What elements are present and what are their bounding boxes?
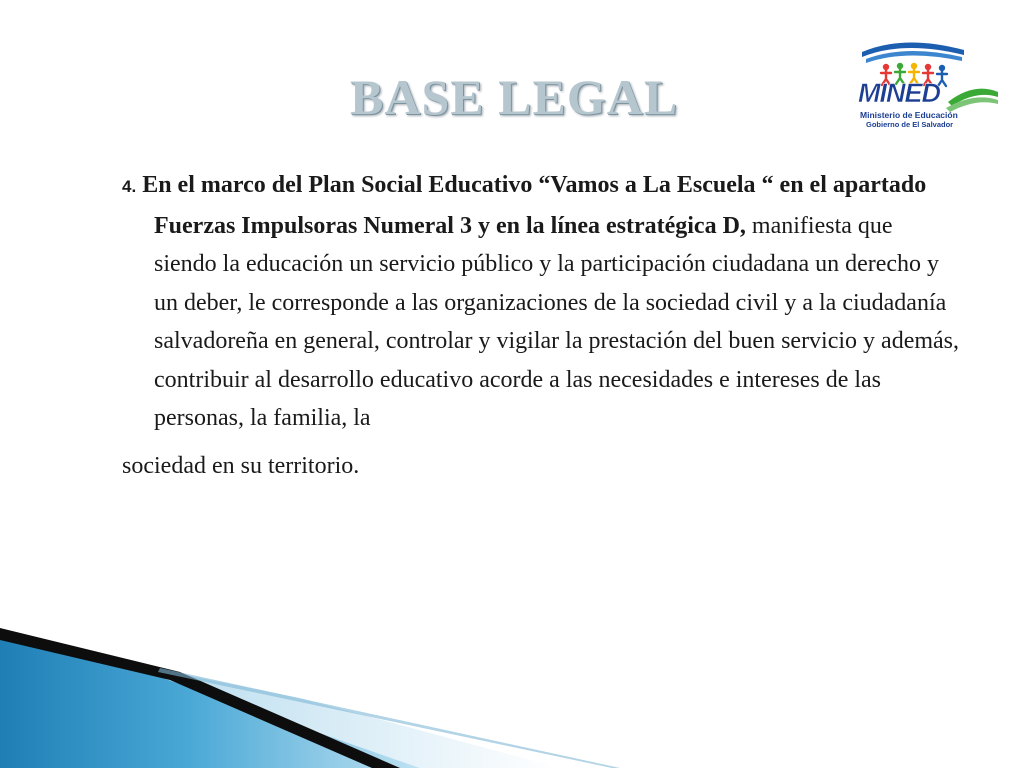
slide-title: BASE LEGAL	[350, 69, 679, 125]
body-paragraph	[122, 166, 960, 485]
logo-wordmark: MINED	[858, 78, 940, 108]
mined-logo	[852, 36, 1000, 132]
legal-item-4	[122, 166, 960, 485]
bottom-decorative-swoosh	[0, 628, 1024, 768]
item-last-line: sociedad en su territorio.	[122, 452, 360, 479]
item-bold-text: En el marco del Plan Social Educativo “Vamos a La Escuela “ en el apartado Fuerzas Impulsoras Numeral 3 y en la línea estratégica D,	[136, 172, 927, 239]
logo-subtitle-government: Gobierno de El Salvador	[866, 120, 954, 129]
item-regular-text: manifiesta que siendo la educación un servicio público y la participación ciudadana un derecho y un deber, le corresponde a las organizaciones de la sociedad civil y a la ciudadanía salvadoreña en general, controlar y vigilar la prestación del buen servicio y además, contribuir al desarrollo educativo acorde a las necesidades e intereses de las personas, la familia, la	[154, 212, 960, 431]
logo-subtitle-ministry: Ministerio de Educación	[860, 110, 958, 120]
item-number: 4.	[122, 177, 137, 196]
